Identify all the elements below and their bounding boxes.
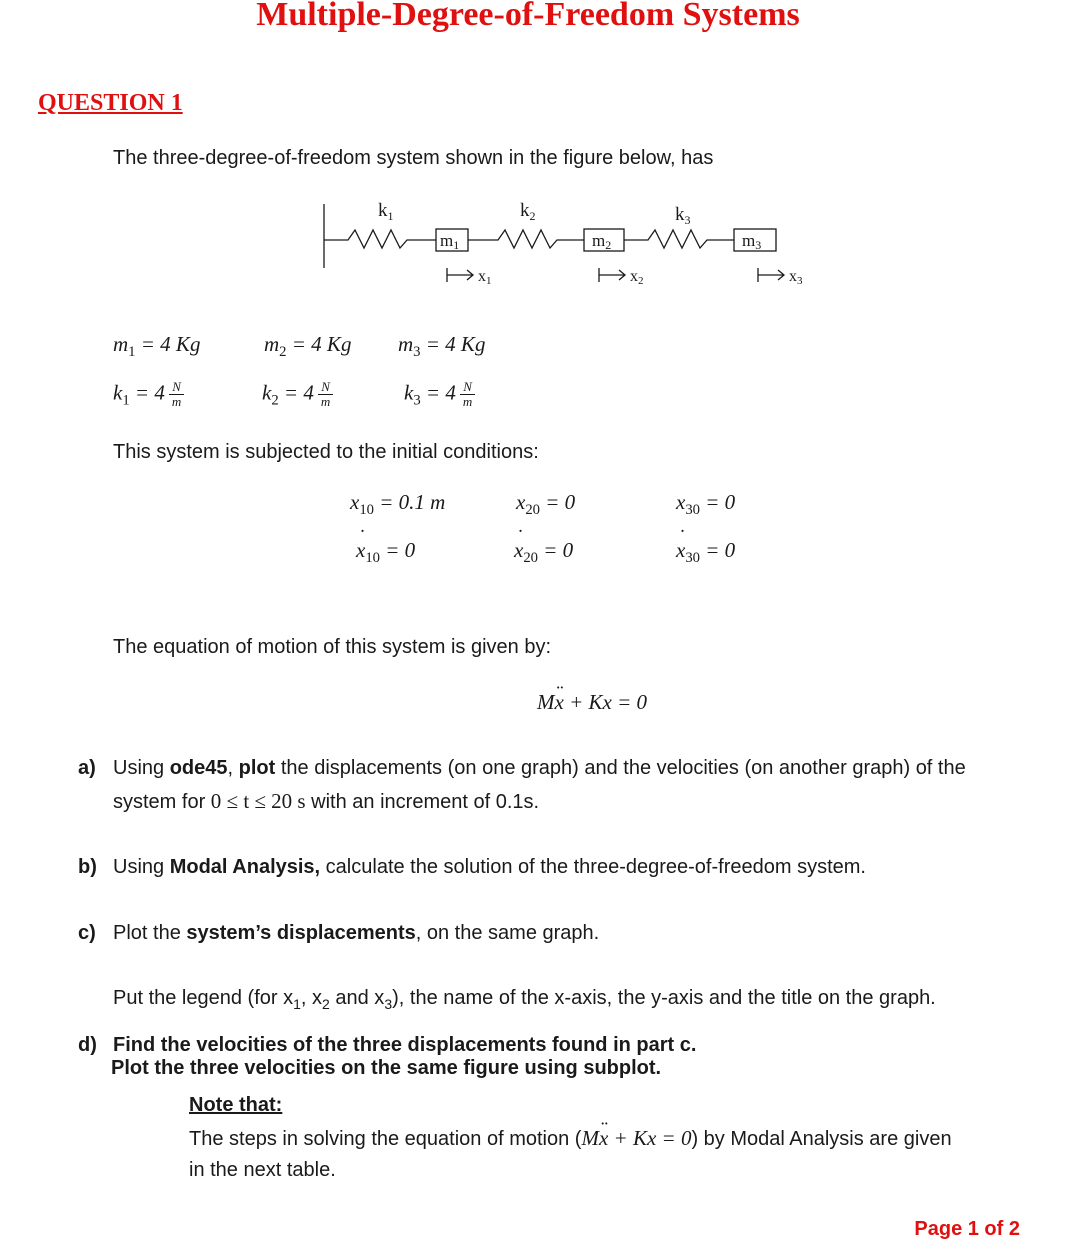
page-number: Page 1 of 2 <box>914 1218 1020 1240</box>
page-title: Multiple-Degree-of-Freedom Systems <box>256 0 800 33</box>
question-heading: QUESTION 1 <box>38 90 183 116</box>
part-d-label: d) <box>78 1034 97 1056</box>
part-d-line2: Plot the three velocities on the same figure using subplot. <box>111 1057 662 1079</box>
ic-v20: x $˙_{20} = 0$ <box>514 538 573 567</box>
arrow-x2 <box>599 268 625 282</box>
param-k3: $k_3 = 4$ $\frac{N}{m}$ <box>404 380 475 410</box>
spring-k1 <box>324 230 436 248</box>
eom-text: The equation of motion of this system is given by: <box>113 636 551 658</box>
ic-text: This system is subjected to the initial conditions: <box>113 441 539 463</box>
param-k2: $k_2 = 4$ $\frac{N}{m}$ <box>262 380 333 410</box>
arrow-x1 <box>447 268 473 282</box>
label-k2: $k_2$ <box>520 200 536 223</box>
part-a-label: a) <box>78 757 96 779</box>
part-c-legend-note: Put the legend (for $x_1$, $x_2$ and $x_3$), the name of the x-axis, the y-axis and the title on the graph. <box>113 987 936 1012</box>
note-line1: The steps in solving the equation of motion (Mx ¨ + Kx = 0) by Modal Analysis are given <box>189 1126 952 1151</box>
param-m2: $m_2 = 4$ Kg <box>264 332 352 361</box>
spring-mass-diagram <box>318 196 818 288</box>
note-heading: Note that: <box>189 1094 283 1116</box>
spring-k3 <box>624 230 734 248</box>
label-m3: m3 <box>742 231 762 252</box>
ic-x10: $x_{10} = 0.1$ m <box>350 490 446 519</box>
arrow-x3 <box>758 268 784 282</box>
param-m1: $m_1 = 4$ Kg <box>113 332 201 361</box>
spring-k2 <box>468 230 584 248</box>
param-m3: $m_3 = 4$ Kg <box>398 332 486 361</box>
label-m2: m2 <box>592 231 612 252</box>
ic-v30: x $˙_{30} = 0$ <box>676 538 735 567</box>
part-b-text: Using Modal Analysis, calculate the solution of the three-degree-of-freedom system. <box>113 856 866 878</box>
part-b-label: b) <box>78 856 97 878</box>
part-a-line1: Using ode45, plot the displacements (on one graph) and the velocities (on another graph) of the <box>113 757 966 779</box>
intro-text: The three-degree-of-freedom system shown in the figure below, has <box>113 147 714 169</box>
part-c-label: c) <box>78 922 96 944</box>
param-k1: $k_1 = 4$ $\frac{N}{m}$ <box>113 380 184 410</box>
label-k1: $k_1$ <box>378 200 394 223</box>
ic-v10: x $˙_{10} = 0$ <box>356 538 415 567</box>
label-m1: m1 <box>440 231 460 252</box>
part-a-line2: system for 0 ≤ t ≤ 20 s with an increment of 0.1s. <box>113 789 540 813</box>
label-x3: x3 <box>789 268 803 287</box>
part-c-text: Plot the system’s displacements, on the same graph. <box>113 922 600 944</box>
ic-x30: $x_{30} = 0$ <box>676 490 736 519</box>
label-x1: x1 <box>478 268 492 287</box>
note-line2: in the next table. <box>189 1159 336 1181</box>
label-k3: $k_3$ <box>675 204 691 227</box>
part-d-line1: Find the velocities of the three displacements found in part c. <box>113 1034 697 1056</box>
equation-of-motion: Mx ¨ + Kx = 0 <box>537 690 647 715</box>
label-x2: x2 <box>630 268 644 287</box>
ic-x20: $x_{20} = 0$ <box>516 490 576 519</box>
